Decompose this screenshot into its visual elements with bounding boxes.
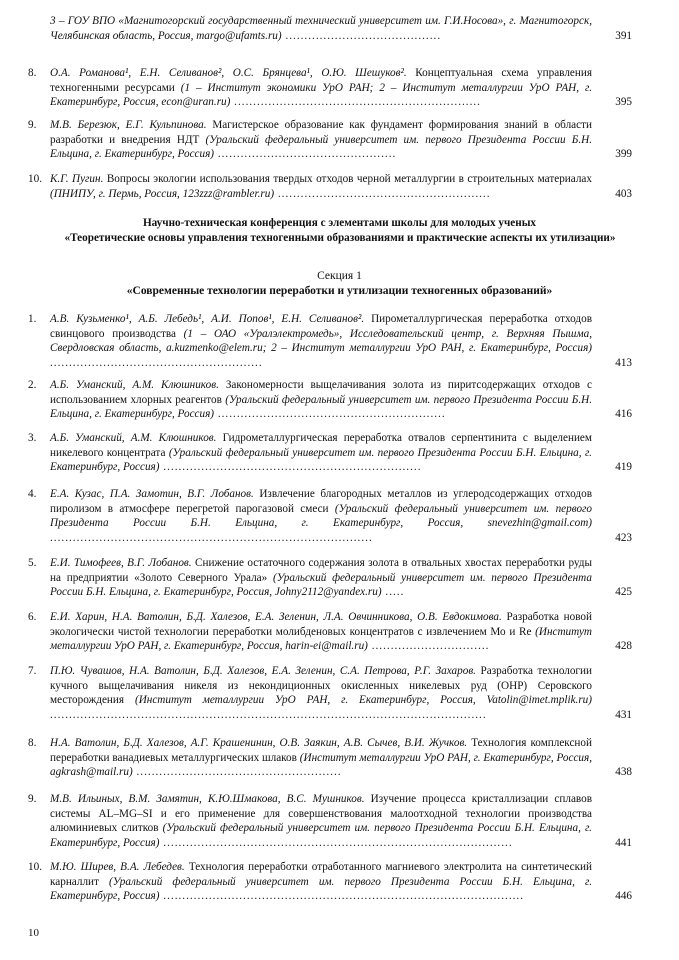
entry-affiliation: (Уральский федеральный университет им. первого Президента России Б.Н. Ельцина, г. Екатеринбург, Россия) [50, 875, 592, 903]
entry-authors: М.В. Ильиных, В.М. Замятин, К.Ю.Шмакова, В.С. Мушников. [50, 793, 365, 805]
entry-authors: К.Г. Пугин. [50, 173, 104, 185]
entry-number: 6. [28, 611, 37, 623]
entry-affiliation: (Уральский федеральный университет им. первого Президента России Б.Н. Ельцина, г. Екатеринбург, Россия) [50, 393, 592, 421]
entry-title: Гидрометаллургическая переработка отвалов серпентинита с выделением никелевого концентрата [50, 432, 592, 459]
entry-page-number: 416 [615, 408, 632, 421]
entry-number: 4. [28, 488, 37, 500]
section-title: «Современные технологии переработки и утилизации техногенных образований» [126, 285, 553, 297]
toc-entry: 8. Н.А. Ватолин, Б.Д. Халезов, А.Г. Крашенинин, О.В. Заякин, А.В. Сычев, В.И. Жучков. Технология комплексной переработки ванадиевых металлургических шлаков (Институт металлургии УрО РАН, г. Екатеринбург, Россия, agkrash@mail.ru) ...................................................... 438 [28, 737, 632, 779]
entry-page-number: 419 [615, 461, 632, 474]
entry-page-number: 431 [615, 708, 632, 721]
entry-affiliation: (Уральский федеральный университет им. первого Президента России Б.Н. Ельцина, г. Екатеринбург, Россия) [50, 822, 592, 849]
entry-page-number: 441 [615, 836, 632, 849]
entry-authors: О.А. Романова¹, Е.Н. Селиванов², О.С. Брянцева¹, О.Ю. Шешуков². [50, 67, 407, 79]
entry-page-number: 438 [615, 766, 632, 779]
toc-entry: 10. К.Г. Пугин. Вопросы экологии использования твердых отходов черной металлургии в строительных материалах (ПНИПУ, г. Пермь, Россия, 123zzz@rambler.ru) ........................................................ 403 [28, 173, 632, 200]
toc-entry: 3. А.Б. Уманский, А.М. Клюшников. Гидрометаллургическая переработка отвалов серпентинита с выделением никелевого концентрата (Уральский федеральный университет им. первого Президента России Б.Н. Ельцина, г. Екатеринбург, Россия) .................................................................... 419 [28, 432, 632, 474]
entry-affiliation: (Уральский федеральный университет им. первого Президента России Б.Н. Ельцина, г. Екатеринбург, Россия, snevezhin@gmail.com) [50, 502, 592, 530]
entry-number: 8. [28, 67, 37, 79]
entry-number: 10. [28, 861, 42, 873]
entry-title: Концептуальная схема управления техногенными ресурсами [50, 67, 592, 94]
entry-title: Пирометаллургическая переработка отходов свинцового производства [50, 313, 592, 340]
entry-authors: А.Б. Уманский, А.М. Клюшников. [50, 379, 219, 391]
entry-authors: А.В. Кузьменко¹, А.Б. Лебедь¹, А.И. Попов¹, Е.Н. Селиванов². [50, 313, 365, 325]
entry-title: Извлечение благородных металлов из углеродсодержащих отходов пиролизом в атмосфере перегретой парогазовой смеси [50, 488, 592, 515]
entry-affiliation: 3 – ГОУ ВПО «Магнитогорский государственный технический университет им. Г.И.Носова», г. Магнитогорск, Челябинская область, Россия, margo@ufamts.ru) [50, 15, 592, 42]
entry-number: 7. [28, 665, 37, 677]
entry-number: 2. [28, 379, 37, 391]
entry-page-number: 403 [615, 187, 632, 200]
entry-page-number: 391 [615, 29, 632, 42]
entry-affiliation: (Уральский федеральный университет им. первого Президента России Б.Н. Ельцина, г. Екатеринбург, Россия, Johny2112@yandex.ru) [50, 571, 592, 599]
entry-number: 1. [28, 313, 37, 325]
entry-authors: А.Б. Уманский, А.М. Клюшников. [50, 432, 217, 444]
entry-title: Магистерское образование как фундамент формирования знаний в области разработки и внедрения НДТ [50, 119, 592, 146]
entry-authors: П.Ю. Чувашов, Н.А. Ватолин, Б.Д. Халезов, Е.А. Зеленин, С.А. Петрова, Р.Г. Захаров. [50, 665, 476, 677]
entry-affiliation: (Уральский федеральный университет им. первого Президента России Б.Н. Ельцина, г. Екатеринбург, Россия) [50, 446, 592, 474]
entry-authors: Е.И. Тимофеев, В.Г. Лобанов. [50, 557, 192, 569]
entry-page-number: 413 [615, 356, 632, 369]
entry-title: Технология переработки отработанного магниевого электролита на синтетический карналлит [50, 861, 593, 888]
entry-authors: М.В. Березюк, Е.Г. Кульпинова. [50, 119, 207, 131]
entry-affiliation: (Институт металлургии УрО РАН, г. Екатеринбург, Россия, agkrash@mail.ru) [50, 751, 593, 779]
entry-number: 9. [28, 119, 37, 131]
entry-affiliation: (Уральский федеральный университет им. первого Президента России Б.Н. Ельцина, г. Екатеринбург, Россия) [50, 133, 592, 161]
toc-entry: 5. Е.И. Тимофеев, В.Г. Лобанов. Снижение остаточного содержания золота в отвальных хвостах переработки руды на предприятии «Золото Северного Урала» (Уральский федеральный университет им. первого Президента России Б.Н. Ельцина, г. Екатеринбург, Россия, Johny2112@yandex.ru) ..... 425 [28, 557, 632, 599]
entry-title: Разработка новой экологически чистой технологии переработки молибденовых концентратов с извлечением Мо и Re [50, 611, 593, 638]
entry-authors: Е.А. Кузас, П.А. Замотин, В.Г. Лобанов. [50, 488, 254, 500]
entry-page-number: 425 [615, 586, 632, 599]
entry-page-number: 399 [615, 148, 632, 161]
entry-number: 3. [28, 432, 37, 444]
entry-authors: Е.И. Харин, Н.А. Ватолин, Б.Д. Халезов, Е.А. Зеленин, Л.А. Овчинникова, О.В. Евдокимова. [50, 611, 502, 623]
section-label: Секция 1 [317, 270, 362, 282]
toc-entry: 1. А.В. Кузьменко¹, А.Б. Лебедь¹, А.И. Попов¹, Е.Н. Селиванов². Пирометаллургическая переработка отходов свинцового производства (1 – ОАО «Уралэлектромедь», Исследовательский центр, г. Верхняя Пышма, Свердловская область, a.kuzmenko@elem.ru; 2 – Институт металлургии УрО РАН, г. Екатеринбург, Россия) ........................................................ 413 [28, 313, 632, 369]
toc-entry: 10. М.Ю. Ширев, В.А. Лебедев. Технология переработки отработанного магниевого электролита на синтетический карналлит (Уральский федеральный университет им. первого Президента России Б.Н. Ельцина, г. Екатеринбург, Россия) ............................................................................................... 446 [28, 861, 632, 903]
entry-page-number: 395 [615, 96, 632, 109]
entry-affiliation: (ПНИПУ, г. Пермь, Россия, 123zzz@rambler.ru) [50, 187, 275, 200]
entry-number: 8. [28, 737, 37, 749]
entry-title: Разработка технологии кучного выщелачивания никеля из некондиционных окисленных никелевых руд (ОНР) Серовского месторождения [50, 665, 593, 707]
entry-page-number: 423 [615, 531, 632, 544]
toc-entry: 6. Е.И. Харин, Н.А. Ватолин, Б.Д. Халезов, Е.А. Зеленин, Л.А. Овчинникова, О.В. Евдокимова. Разработка новой экологически чистой технологии переработки молибденовых концентратов с извлечением Мо и Re (Институт металлургии УрО РАН, г. Екатеринбург, Россия, harin-ei@mail.ru) ............................... 428 [28, 611, 632, 653]
entry-title: Снижение остаточного содержания золота в отвальных хвостах переработки руды на предприятии «Золото Северного Урала» [50, 557, 592, 584]
toc-entry: 2. А.Б. Уманский, А.М. Клюшников. Закономерности выщелачивания золота из пиритсодержащих отходов с использованием хлорных реагентов (Уральский федеральный университет им. первого Президента России Б.Н. Ельцина, г. Екатеринбург, Россия) ............................................................ 416 [28, 379, 632, 421]
entry-affiliation: (Институт металлургии УрО РАН, г. Екатеринбург, Россия, harin-ei@mail.ru) [50, 625, 592, 653]
entry-affiliation: (Институт металлургии УрО РАН, г. Екатеринбург, Россия, Vatolin@imet.mplik.ru) [134, 694, 593, 707]
entry-page-number: 446 [615, 890, 632, 903]
toc-entry: 3 – ГОУ ВПО «Магнитогорский государственный технический университет им. Г.И.Носова», г. Магнитогорск, Челябинская область, Россия, margo@ufamts.ru) ......................................... 391 [50, 15, 632, 42]
entry-title: Вопросы экологии использования твердых отходов черной металлургии в строительных материалах [103, 173, 592, 185]
entry-title: Изучение процесса кристаллизации сплавов системы AL–MG–SI и его применение для совершенствования малоотходной технологии производства алюминиевых слитков [50, 793, 592, 835]
entry-title: Закономерности выщелачивания золота из пиритсодержащих отходов с использованием хлорных реагентов [50, 379, 592, 406]
toc-entry: 8. О.А. Романова¹, Е.Н. Селиванов², О.С. Брянцева¹, О.Ю. Шешуков². Концептуальная схема управления техногенными ресурсами (1 – Институт экономики УрО РАН; 2 – Институт металлургии УрО РАН, г. Екатеринбург, Россия, econ@uran.ru) ................................................................. 395 [28, 67, 632, 109]
conference-title: Научно-техническая конференция с элементами школы для молодых ученых [142, 217, 537, 229]
entry-affiliation: (1 – Институт экономики УрО РАН; 2 – Институт металлургии УрО РАН, г. Екатеринбург, Россия, econ@uran.ru) [50, 81, 593, 109]
toc-entry: 9. М.В. Ильиных, В.М. Замятин, К.Ю.Шмакова, В.С. Мушников. Изучение процесса кристаллизации сплавов системы AL–MG–SI и его применение для совершенствования малоотходной технологии производства алюминиевых слитков (Уральский федеральный университет им. первого Президента России Б.Н. Ельцина, г. Екатеринбург, Россия) ............................................................................................ 441 [28, 793, 632, 849]
toc-entry: 9. М.В. Березюк, Е.Г. Кульпинова. Магистерское образование как фундамент формирования знаний в области разработки и внедрения НДТ (Уральский федеральный университет им. первого Президента России Б.Н. Ельцина, г. Екатеринбург, Россия) ............................................... 399 [28, 119, 632, 161]
toc-entry: 7. П.Ю. Чувашов, Н.А. Ватолин, Б.Д. Халезов, Е.А. Зеленин, С.А. Петрова, Р.Г. Захаров. Разработка технологии кучного выщелачивания никеля из некондиционных окисленных никелевых руд (ОНР) Серовского месторождения (Институт металлургии УрО РАН, г. Екатеринбург, Россия, Vatolin@imet.mplik.ru) ................................................................................................................... 431 [28, 665, 632, 721]
entry-page-number: 428 [615, 640, 632, 653]
entry-authors: Н.А. Ватолин, Б.Д. Халезов, А.Г. Крашенинин, О.В. Заякин, А.В. Сычев, В.И. Жучков. [50, 737, 468, 749]
entry-title: Технология комплексной переработки ванадиевых металлургических шлаков [50, 737, 592, 764]
entry-number: 10. [28, 173, 42, 185]
page-number: 10 [28, 927, 39, 939]
conference-subtitle: «Теоретические основы управления техногенными образованиями и практические аспекты их утилизации» [64, 232, 616, 244]
entry-number: 5. [28, 557, 37, 569]
entry-affiliation: (1 – ОАО «Уралэлектромедь», Исследовательский центр, г. Верхняя Пышма, Свердловская область, a.kuzmenko@elem.ru; 2 – Институт металлургии УрО РАН, г. Екатеринбург, Россия) [50, 327, 593, 355]
toc-entry: 4. Е.А. Кузас, П.А. Замотин, В.Г. Лобанов. Извлечение благородных металлов из углеродсодержащих отходов пиролизом в атмосфере перегретой парогазовой смеси (Уральский федеральный университет им. первого Президента России Б.Н. Ельцина, г. Екатеринбург, Россия, snevezhin@gmail.com) ..................................................................................... 423 [28, 488, 632, 544]
entry-number: 9. [28, 793, 37, 805]
entry-authors: М.Ю. Ширев, В.А. Лебедев. [50, 861, 185, 873]
